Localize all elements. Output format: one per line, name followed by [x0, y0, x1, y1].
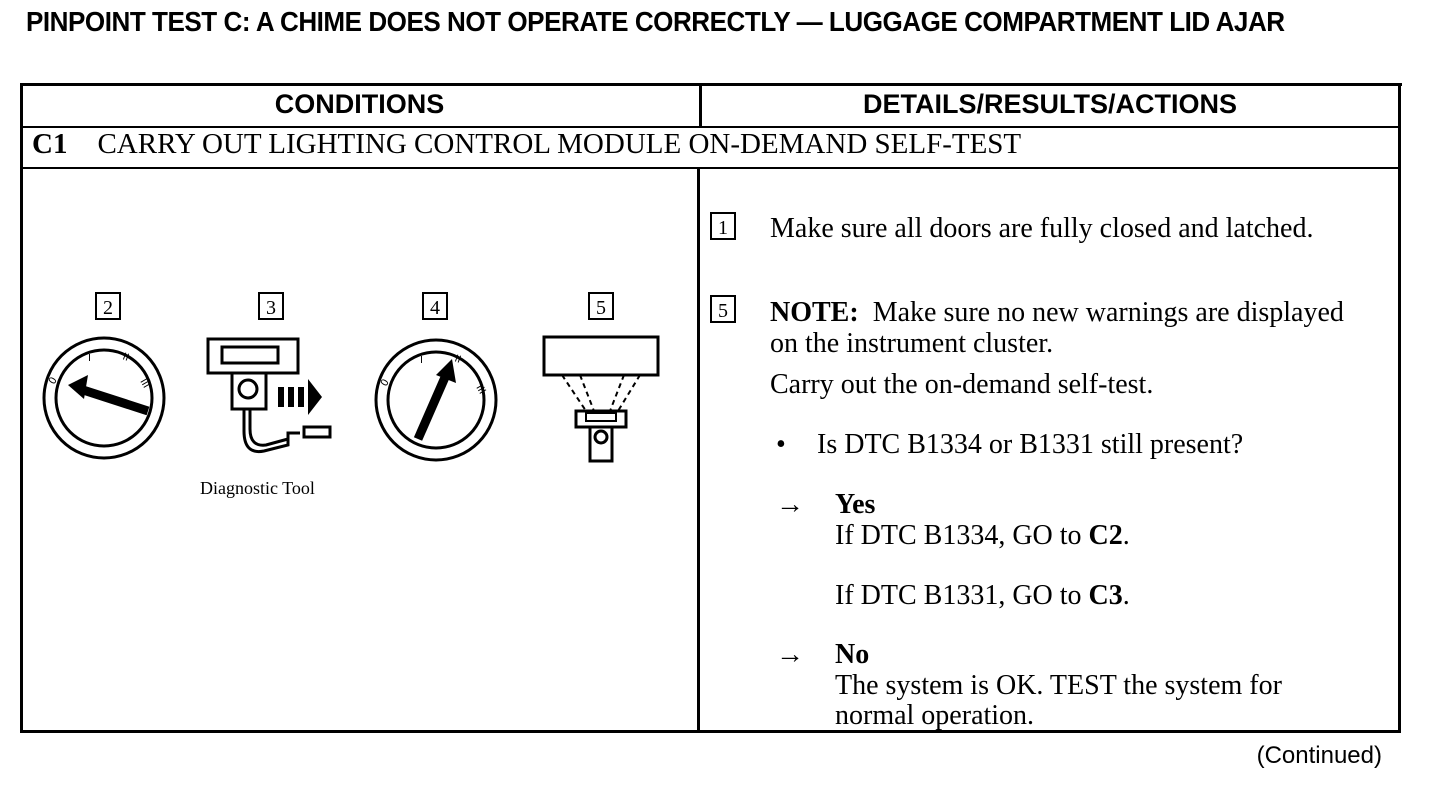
- conditions-header: CONDITIONS: [274, 89, 445, 119]
- step-id: C1: [32, 128, 68, 160]
- svg-text:I: I: [88, 353, 91, 364]
- note-label: NOTE:: [770, 297, 859, 328]
- ignition-switch-off-icon: [40, 333, 170, 463]
- step-divider: [20, 167, 1400, 169]
- self-test-instruction: Carry out the on-demand self-test.: [770, 369, 1154, 400]
- callout-5: 5: [588, 292, 614, 320]
- note-line-2: on the instrument cluster.: [770, 328, 1054, 359]
- svg-text:0: 0: [379, 377, 392, 389]
- yes-line-1: If DTC B1334, GO to C2.: [835, 520, 1130, 551]
- note-block: [770, 297, 1344, 328]
- no-label: No: [835, 639, 870, 670]
- yes-arrow-icon: →: [776, 489, 804, 520]
- table-border-bottom: [20, 730, 1400, 733]
- ignition-switch-on-icon: [372, 335, 502, 465]
- svg-text:III: III: [137, 377, 152, 391]
- note-line-1: Make sure no new warnings are displayed: [872, 297, 1344, 328]
- page-title: PINPOINT TEST C: A CHIME DOES NOT OPERATE CORRECTLY — LUGGAGE COMPARTMENT LID AJAR: [26, 6, 1285, 37]
- step-title: CARRY OUT LIGHTING CONTROL MODULE ON-DEMAND SELF-TEST: [97, 128, 1022, 160]
- table-border-left: [20, 83, 23, 733]
- yes-label: Yes: [835, 489, 876, 520]
- callout-4: 4: [422, 292, 448, 320]
- diagnostic-tool-caption: Diagnostic Tool: [200, 478, 315, 498]
- column-divider-body: [697, 167, 700, 733]
- no-arrow-icon: →: [776, 639, 804, 670]
- ref-c3: C3: [1088, 580, 1123, 611]
- svg-text:0: 0: [47, 375, 60, 387]
- table-border-right: [1398, 83, 1401, 733]
- no-line-1: The system is OK. TEST the system for: [835, 670, 1282, 701]
- dtc-question: Is DTC B1334 or B1331 still present?: [817, 429, 1244, 460]
- scan-tool-display-icon: [540, 333, 664, 469]
- yes-line-2: If DTC B1331, GO to C3.: [835, 580, 1130, 611]
- details-header: DETAILS/RESULTS/ACTIONS: [862, 89, 1237, 119]
- callout-2: 2: [95, 292, 121, 320]
- bullet: •: [776, 429, 786, 460]
- action-number-5: 5: [710, 295, 736, 323]
- svg-text:III: III: [473, 383, 488, 397]
- diagnostic-tool-connect-icon: [204, 335, 344, 465]
- svg-text:I: I: [420, 355, 423, 366]
- action-number-1: 1: [710, 212, 736, 240]
- ref-c2: C2: [1088, 520, 1123, 551]
- action-1-text: Make sure all doors are fully closed and latched.: [770, 213, 1314, 244]
- continued-label: (Continued): [1256, 742, 1382, 769]
- step-row: [32, 128, 1021, 161]
- table-border-top: [20, 83, 1402, 86]
- svg-text:II: II: [120, 351, 131, 364]
- pinpoint-table: [20, 83, 1402, 733]
- callout-3: 3: [258, 292, 284, 320]
- svg-text:II: II: [452, 353, 463, 366]
- no-line-2: normal operation.: [835, 700, 1035, 731]
